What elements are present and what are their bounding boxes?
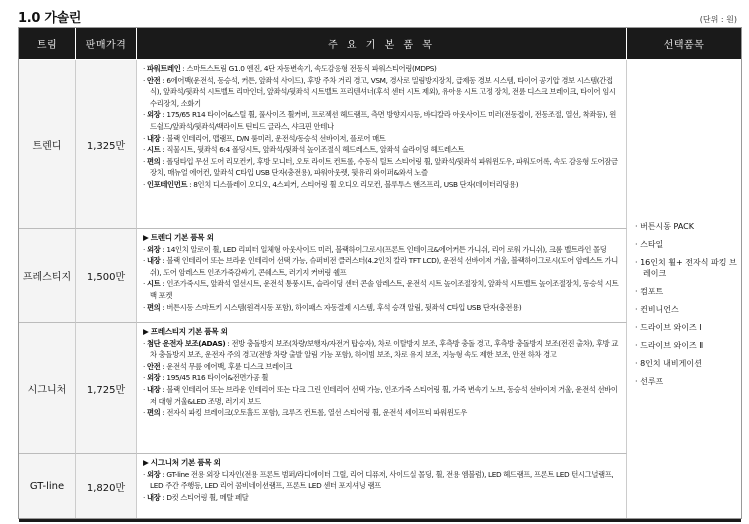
header-features: 주 요 기 본 품 목 [137,28,626,59]
feature-list [137,454,626,503]
trim-cell: 트렌디 [19,60,76,229]
trim-cell: GT-line [19,454,76,518]
option-item: · 16인치 휠+ 전자식 파킹 브레이크 [635,258,737,278]
price-cell: 1,820만 [76,454,137,518]
base-features-label: ▶ 시그니처 기본 품목 외 [143,458,221,467]
base-features-label: ▶ 트렌디 기본 품목 외 [143,233,214,242]
feature-item: · 내장 : 블랙 인테리어, 맵램프, D/N 룸미러, 운전석/동승석 선바이저, 플로어 매트 [143,133,386,143]
options-list [635,221,741,394]
feature-item: · 안전 : 6에어백(운전석, 동승석, 커튼, 앞좌석 사이드), 후방 주차 거리 경고, VSM, 경사로 밀림방지장치, 급제동 경보 시스템, 타이어 공기압 경보 시스템(간접식), 앞좌석/뒷좌석 시트벨트 리마인더, 앞좌석/뒷좌석 시트벨트 프리텐셔너(후석 센터 시트 제외), 유아용 시트 고정 장치, 전륜 디스크 브레이크, 타이어 임시수리장치, 소화기 [143,75,616,108]
options-cell [627,60,741,518]
option-item: · 스타일 [635,240,664,249]
feature-item: · 외장 : GT-line 전용 외장 디자인(전용 프론트 범퍼/라디에이터 그릴, 리어 디퓨저, 사이드실 몰딩, 휠, 전용 엠블럼), LED 헤드램프, 프론트 LED 턴시그널램프, LED 주간 주행등, LED 리어 콤비네이션램프, 프론트 LED 센터 포지셔닝 램프 [143,469,614,491]
option-item: · 8인치 내비게이션 [635,359,702,368]
features-cell [137,454,627,518]
option-item: · 컴포트 [635,287,664,296]
option-item: · 드라이브 와이즈 Ⅰ [635,323,702,332]
features-cell [137,323,627,454]
option-item: · 버튼시동 PACK [635,222,695,231]
feature-item: · 파워트레인 : 스마트스트림 G1.0 엔진, 4단 자동변속기, 속도감응형 전동식 파워스티어링(MDPS) [143,64,437,73]
option-item: · 드라이브 와이즈 Ⅱ [635,341,704,350]
feature-list [137,229,626,313]
feature-item: · 외장 : 175/65 R14 타이어&스틸 휠, 풀사이즈 휠커버, 프로젝션 헤드램프, 측면 방향지시등, 바디칼라 아웃사이드 미러(전동접이, 전동조절, 열선, 착좌등), 윈드쉴드/앞좌석/뒷좌석/백라이트 틴티드 글라스, 샤크핀 안테나 [143,110,616,131]
section-title: 1.0 가솔린 [18,11,82,26]
header-price: 판매가격 [76,28,136,59]
price-cell: 1,500만 [76,229,137,323]
feature-item: · 외장 : 14인치 알로이 휠, LED 리피터 일체형 아웃사이드 미러, 블랙하이그로시(프론트 인테이크&에어커튼 가니쉬, 리어 로워 가니쉬), 크롬 벨트라인 몰딩 [143,244,607,254]
features-cell [137,229,627,323]
table-bottom-rule [19,519,741,522]
feature-item: · 첨단 운전자 보조(ADAS) : 전방 충돌방지 보조(차량/보행자/자전거 탑승자), 차로 이탈방지 보조, 후측방 충돌 경고, 후측방 충돌방지 보조(전진 출차), 후방 교차 충돌방지 보조, 운전자 주의 경고(전방 차량 출발 알림 기능 포함), 하이빔 보조, 차로 유지 보조, 지능형 속도 제한 보조, 안전 하차 경고 [143,338,619,360]
features-cell [137,60,627,229]
feature-item: · 내장 : 블랙 인테리어 또는 브라운 인테리어 선택 가능, 슈퍼비전 클러스터(4.2인치 칼라 TFT LCD), 운전석 선바이저 거울, 블랙하이그로시(도어 암레스트 가니쉬), 도어 암레스트 인조가죽감싸기, 콘쉐스트, 러기지 커버링 쉘프 [143,256,618,277]
feature-list [137,323,626,419]
feature-item: · 시트 : 인조가죽시트, 앞좌석 열선시트, 운전석 통풍시트, 슬라이딩 센터 콘솔 암레스트, 운전석 시트 높이조절장치, 앞좌석 시트벨트 높이조절장치, 동승석 시트백 포켓 [143,279,619,300]
feature-item: · 편의 : 버튼시동 스마트키 시스템(원격시동 포함), 하이패스 자동결제 시스템, 후석 승객 알림, 뒷좌석 C타입 USB 단자(충전용) [143,302,522,312]
trim-cell: 시그니처 [19,323,76,454]
feature-item: · 내장 : 블랙 인테리어 또는 브라운 인테리어 또는 다크 그린 인테리어 선택 가능, 인조가죽 스티어링 휠, 가죽 변속기 노브, 동승석 선바이저 거울, 운전석 선바이저 대형 거울&LED 조명, 러기지 보드 [143,384,618,406]
trim-cell: 프레스티지 [19,229,76,323]
header-trim: 트림 [19,28,75,59]
feature-item: · 내장 : D컷 스티어링 휠, 메탈 페달 [143,492,249,502]
price-cell: 1,725만 [76,323,137,454]
option-item: · 선루프 [635,377,664,386]
price-table [18,27,742,519]
feature-item: · 편의 : 전자식 파킹 브레이크(오토홀드 포함), 크루즈 컨트롤, 열선 스티어링 휠, 운전석 세이프티 파워윈도우 [143,408,467,418]
feature-item: · 인포테인먼트 : 8인치 디스플레이 오디오, 4스피커, 스티어링 휠 오디오 리모컨, 블루투스 핸즈프리, USB 단자(데이터리딩용) [143,179,519,189]
feature-item: · 외장 : 195/45 R16 타이어&전면가공 휠 [143,373,269,383]
price-cell: 1,325만 [76,60,137,229]
feature-item: · 편의 : 폴딩타입 무선 도어 리모컨키, 후방 모니터, 오토 라이트 컨트롤, 수동식 틸트 스티어링 휠, 앞좌석/뒷좌석 파워윈도우, 파워도어록, 속도 감응형 도어잠금장치, 매뉴얼 에어컨, 앞좌석 C타입 USB 단자(충전용), 파워아웃렛, 뒷유리 와이퍼&와셔 노즐 [143,156,618,178]
feature-list [137,60,626,191]
header-options: 선택품목 [627,28,741,59]
unit-label: (단위 : 원) [699,15,737,24]
feature-item: · 안전 : 운전석 무릎 에어백, 후륜 디스크 브레이크 [143,361,293,371]
base-features-label: ▶ 프레스티지 기본 품목 외 [143,327,228,336]
option-item: · 컨비니언스 [635,305,679,314]
feature-item: · 시트 : 직물시트, 뒷좌석 6:4 폴딩시트, 앞좌석/뒷좌석 높이조절식 헤드레스트, 앞좌석 슬라이딩 헤드레스트 [143,145,465,155]
